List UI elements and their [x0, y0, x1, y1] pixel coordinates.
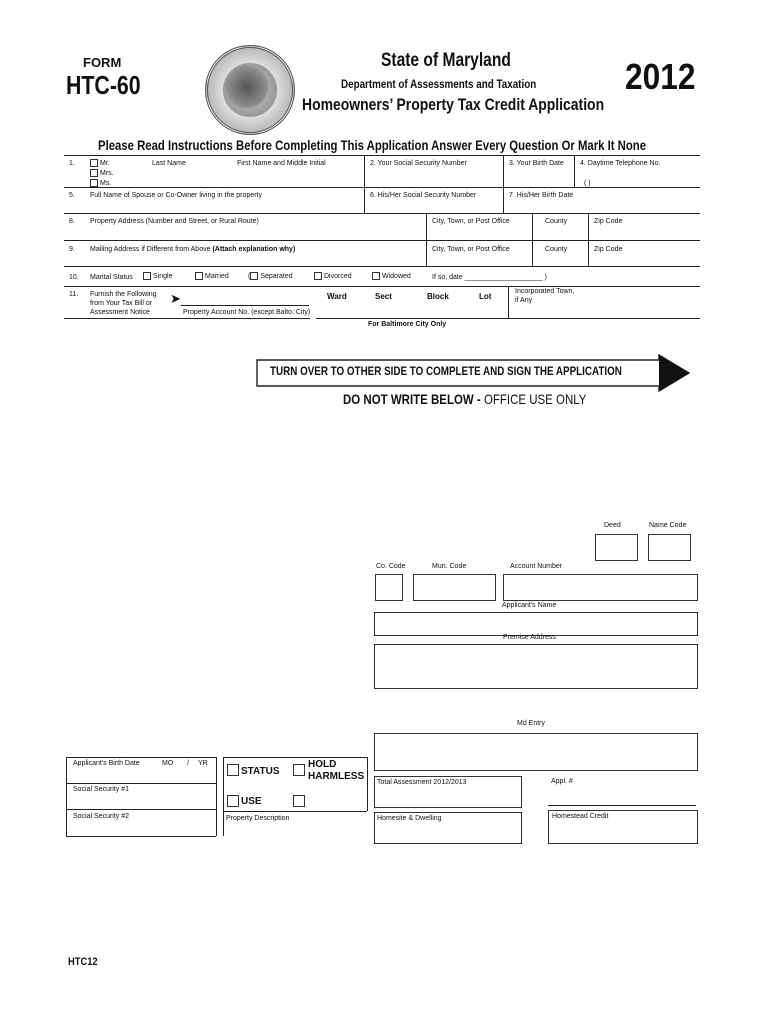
homesite-label: Homesite & Dwelling: [377, 815, 442, 822]
seal-center: [226, 66, 268, 108]
footer-form-code: HTC12: [68, 956, 98, 968]
deed-box[interactable]: [595, 534, 638, 561]
divider: [503, 155, 504, 213]
account-number-box[interactable]: [503, 574, 698, 601]
account-number-label: Account Number: [510, 563, 563, 570]
rule: [64, 155, 700, 156]
city-label: City, Town, or Post Office: [432, 246, 510, 253]
hold-label: HOLD: [308, 759, 337, 770]
appl-underline: [548, 805, 696, 806]
mrs-option[interactable]: Mrs.: [90, 169, 114, 177]
rule: [64, 318, 310, 319]
ss1-label: Social Security #1: [73, 786, 130, 793]
rule: [64, 187, 700, 188]
rule: [508, 318, 700, 319]
appl-label: Appl. #: [551, 778, 573, 785]
marital-status-label: Marital Status: [90, 274, 133, 281]
name-code-label: Name Code: [649, 522, 687, 529]
separated-checkbox[interactable]: [250, 272, 258, 280]
last-name-label: Last Name: [152, 160, 186, 167]
rule: [316, 318, 508, 319]
field-number: 10.: [69, 274, 79, 281]
field-number: 9.: [69, 246, 75, 253]
department-name: Department of Assessments and Taxation: [341, 77, 537, 91]
rule: [64, 213, 700, 214]
rule: [64, 286, 700, 287]
divider: [532, 213, 533, 266]
hold-harmless-checkbox[interactable]: [293, 764, 305, 776]
lot-label: Lot: [479, 292, 492, 301]
turn-over-text: TURN OVER TO OTHER SIDE TO COMPLETE AND SIGN THE APPLICATION: [270, 364, 622, 378]
form-word: FORM: [83, 55, 122, 70]
spouse-name-label: Full Name of Spouse or Co-Owner living in the property: [90, 192, 262, 199]
ssn-label: 2. Your Social Security Number: [370, 160, 467, 167]
premise-address-label: Premise Address: [503, 634, 556, 641]
mailing-address-label: Mailing Address if Different from Above (Attach explanation why): [90, 246, 296, 253]
rule: [64, 240, 700, 241]
divorced-checkbox[interactable]: [314, 272, 322, 280]
furnish-label-2: from Your Tax Bill or: [90, 300, 153, 307]
mr-checkbox[interactable]: [90, 159, 98, 167]
field-number: 1.: [69, 160, 75, 167]
divider: [216, 757, 217, 836]
slash-label: /: [187, 760, 189, 767]
single-option[interactable]: Single: [143, 272, 172, 280]
mun-code-label: Mun. Code: [432, 563, 467, 570]
furnish-label-3: Assessment Notice: [90, 309, 150, 316]
birth-ss-block: [66, 757, 216, 837]
form-number: HTC-60: [66, 70, 141, 100]
city-label: City, Town, or Post Office: [432, 218, 510, 225]
status-label: STATUS: [241, 766, 280, 777]
divider: [364, 155, 365, 213]
account-number-label: Property Account No. (except Balto. City): [183, 309, 311, 316]
single-checkbox[interactable]: [143, 272, 151, 280]
state-title: State of Maryland: [381, 50, 511, 71]
md-entry-box[interactable]: [374, 733, 698, 771]
married-option[interactable]: Married: [195, 272, 229, 280]
total-assessment-label: Total Assessment 2012/2013: [377, 779, 467, 786]
incorporated-label: Incorporated Town,: [515, 288, 575, 295]
year-label: YR: [198, 760, 208, 767]
ms-option[interactable]: Ms.: [90, 179, 111, 187]
harmless-label: HARMLESS: [308, 771, 365, 782]
homestead-label: Homestead Credit: [552, 813, 609, 820]
co-code-label: Co. Code: [376, 563, 406, 570]
account-underline: [181, 305, 309, 306]
ss2-label: Social Security #2: [73, 813, 130, 820]
divider: [223, 757, 224, 836]
office-use-heading: DO NOT WRITE BELOW - OFFICE USE ONLY: [343, 391, 587, 407]
first-name-label: First Name and Middle Initial: [237, 160, 326, 167]
rule: [66, 757, 216, 758]
widowed-checkbox[interactable]: [372, 272, 380, 280]
use-checkbox[interactable]: [227, 795, 239, 807]
property-description-label: Property Description: [226, 815, 290, 822]
instructions-line: Please Read Instructions Before Completing This Application Answer Every Question Or Mark It None: [98, 137, 647, 153]
divider: [66, 757, 67, 836]
divider: [508, 286, 509, 318]
rule: [223, 811, 367, 812]
arrow-pointer-icon: ➤: [170, 291, 181, 306]
name-code-box[interactable]: [648, 534, 691, 561]
use-extra-checkbox[interactable]: [293, 795, 305, 807]
sect-label: Sect: [375, 292, 392, 301]
mr-option[interactable]: Mr.: [90, 159, 110, 167]
baltimore-label: For Baltimore City Only: [368, 321, 447, 328]
zip-label: Zip Code: [594, 218, 623, 225]
applicant-name-label: Applicant's Name: [502, 602, 557, 609]
county-label: County: [545, 218, 568, 225]
block-label: Block: [427, 292, 449, 301]
rule: [66, 809, 216, 810]
applicant-name-box[interactable]: [374, 612, 698, 636]
field-number: 8.: [69, 218, 75, 225]
use-label: USE: [241, 796, 262, 807]
separated-option[interactable]: ( Separated: [248, 272, 293, 280]
ward-label: Ward: [327, 292, 347, 301]
co-code-box[interactable]: [375, 574, 403, 601]
property-address-label: Property Address (Number and Street, or Rural Route): [90, 218, 259, 225]
birth-date-label: 3. Your Birth Date: [509, 160, 564, 167]
field-number: 5.: [69, 192, 75, 199]
divider: [426, 213, 427, 266]
mun-code-box[interactable]: [413, 574, 496, 601]
form-year: 2012: [625, 56, 696, 97]
ms-checkbox[interactable]: [90, 179, 98, 187]
if-so-date: If so, date ____________________ ): [432, 274, 547, 281]
divider: [588, 213, 589, 266]
widowed-option[interactable]: Widowed: [372, 272, 411, 280]
married-checkbox[interactable]: [195, 272, 203, 280]
furnish-label-1: Furnish the Following: [90, 291, 157, 298]
phone-parens: ( ): [584, 180, 591, 187]
phone-label: 4. Daytime Telephone No.: [580, 160, 661, 167]
field-number: 11.: [69, 291, 79, 298]
premise-address-box[interactable]: [374, 644, 698, 689]
divorced-option[interactable]: Divorced: [314, 272, 352, 280]
rule: [223, 757, 367, 758]
divider: [367, 757, 368, 811]
divider: [574, 155, 575, 187]
deed-label: Deed: [604, 522, 621, 529]
rule: [66, 783, 216, 784]
applicant-birth-label: Applicant's Birth Date: [73, 760, 140, 767]
if-any-label: if Any: [515, 297, 533, 304]
mrs-checkbox[interactable]: [90, 169, 98, 177]
arrow-head-icon: [659, 355, 689, 391]
rule: [66, 836, 216, 837]
md-entry-label: Md Entry: [517, 720, 546, 727]
county-label: County: [545, 246, 568, 253]
form-title: Homeowners’ Property Tax Credit Application: [302, 95, 605, 114]
spouse-birth-label: 7. His/Her Birth Date: [509, 192, 574, 199]
month-label: MO: [162, 760, 174, 767]
status-checkbox[interactable]: [227, 764, 239, 776]
spouse-ssn-label: 6. His/Her Social Security Number: [370, 192, 477, 199]
zip-label: Zip Code: [594, 246, 623, 253]
rule: [64, 266, 700, 267]
